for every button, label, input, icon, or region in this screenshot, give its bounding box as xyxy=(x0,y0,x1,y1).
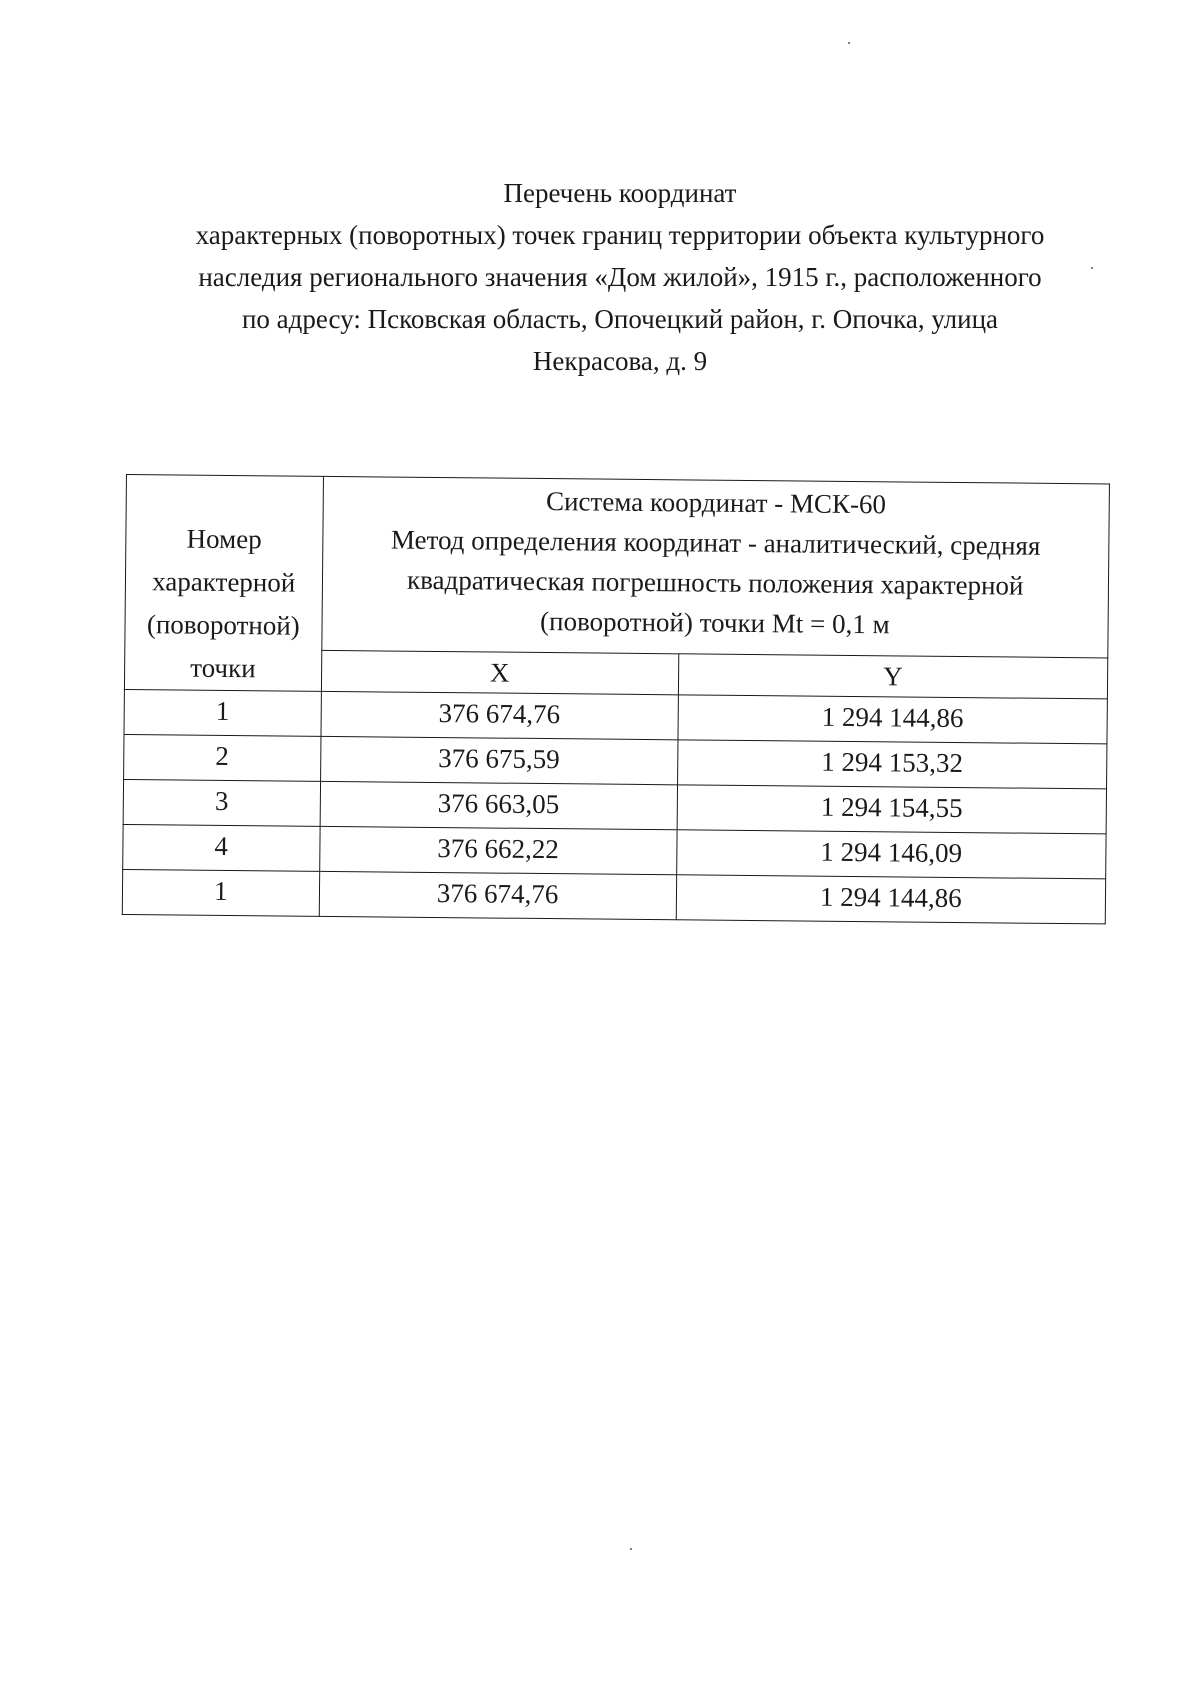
x-value-cell: 376 663,05 xyxy=(320,781,677,829)
table-header-row xyxy=(125,475,1110,658)
y-value-cell: 1 294 144,86 xyxy=(676,875,1106,924)
scan-speck xyxy=(630,1548,632,1550)
point-number-cell: 1 xyxy=(122,869,319,916)
title-line: по адресу: Псковская область, Опочецкий район, г. Опочка, улица xyxy=(241,304,998,334)
y-value-cell: 1 294 146,09 xyxy=(676,830,1106,879)
header-line: Номер xyxy=(186,523,262,555)
point-number-cell: 4 xyxy=(123,824,320,871)
x-value-cell: 376 674,76 xyxy=(321,691,678,739)
coordinates-table xyxy=(122,474,1110,924)
x-value-cell: 376 662,22 xyxy=(319,826,676,874)
point-number-cell: 2 xyxy=(124,734,321,781)
header-line: характерной xyxy=(152,566,296,598)
x-value-cell: 376 674,76 xyxy=(319,871,676,919)
scan-speck xyxy=(848,42,850,44)
point-number-header xyxy=(124,475,323,692)
coordinate-system-header xyxy=(321,476,1109,658)
x-column-header: X xyxy=(321,650,678,694)
document-title xyxy=(140,172,1100,382)
header-line: квадратическая погрешность положения характерной xyxy=(406,564,1024,601)
header-line: Метод определения координат - аналитический, средняя xyxy=(390,524,1041,561)
y-value-cell: 1 294 154,55 xyxy=(677,785,1107,834)
title-line: Перечень координат xyxy=(503,178,737,208)
scan-speck xyxy=(1091,267,1093,269)
title-line: характерных (поворотных) точек границ территории объекта культурного xyxy=(195,220,1045,250)
point-number-cell: 3 xyxy=(123,779,320,826)
y-value-cell: 1 294 153,32 xyxy=(677,740,1107,789)
title-line: Некрасова, д. 9 xyxy=(532,346,708,376)
header-line: Система координат - МСК-60 xyxy=(545,486,887,520)
table-row xyxy=(122,869,1105,923)
point-number-cell: 1 xyxy=(124,689,321,736)
header-line: точки xyxy=(190,652,256,684)
y-column-header: Y xyxy=(678,654,1108,699)
x-value-cell: 376 675,59 xyxy=(320,736,677,784)
header-line: (поворотной) xyxy=(146,609,300,641)
title-line: наследия регионального значения «Дом жилой», 1915 г., расположенного xyxy=(198,262,1042,292)
y-value-cell: 1 294 144,86 xyxy=(678,695,1108,744)
header-line: (поворотной) точки Mt = 0,1 м xyxy=(539,605,890,640)
